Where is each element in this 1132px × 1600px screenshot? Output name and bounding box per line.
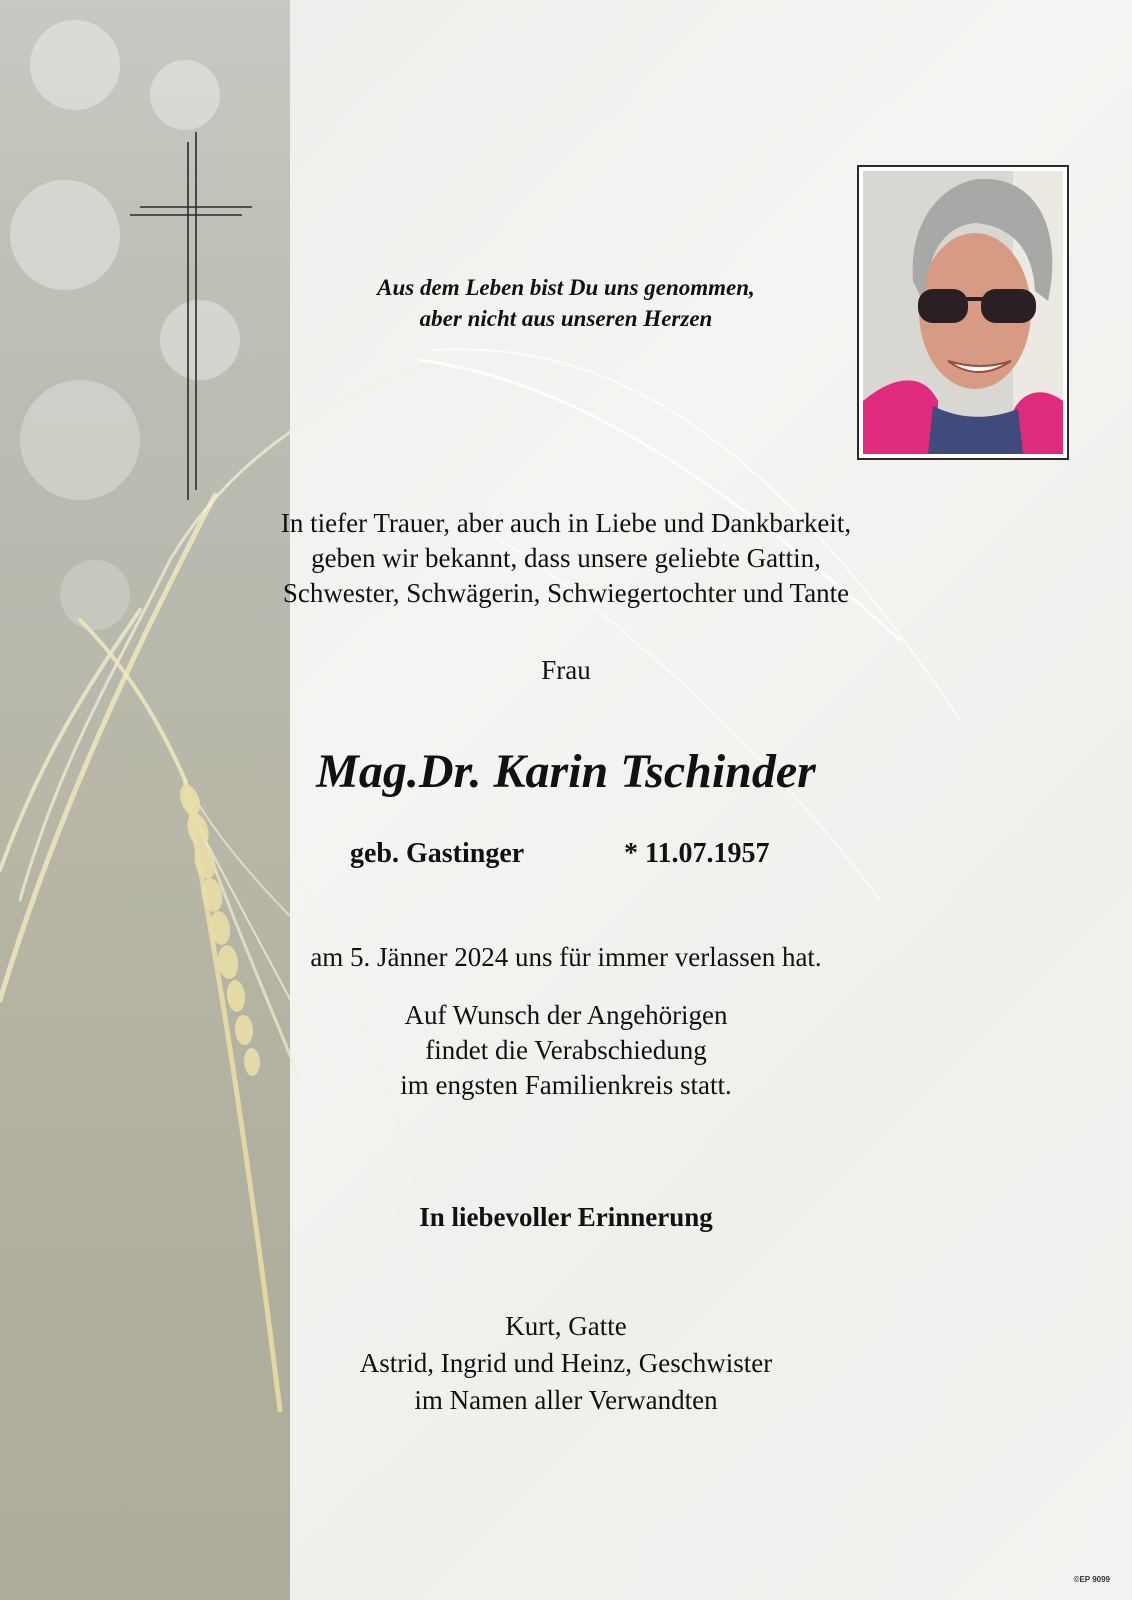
birth-name: geb. Gastinger [350, 838, 525, 869]
motto-line: Aus dem Leben bist Du uns genommen, [377, 275, 755, 300]
mourner-line: Kurt, Gatte [505, 1311, 627, 1341]
passing-date-text: am 5. Jänner 2024 uns für immer verlassen hat. [310, 942, 822, 972]
notice-line: Auf Wunsch der Angehörigen [404, 1000, 728, 1030]
motto-line: aber nicht aus unseren Herzen [419, 306, 713, 331]
mourner-line: Astrid, Ingrid und Heinz, Geschwister [359, 1348, 773, 1378]
notice-line: findet die Verabschiedung [425, 1035, 707, 1065]
deceased-name: Mag.Dr. Karin Tschinder [316, 745, 816, 798]
funeral-notice [0, 998, 1132, 1103]
memory-heading: In liebevoller Erinnerung [419, 1202, 713, 1232]
publisher-watermark: ©EP 9099 [1073, 1575, 1110, 1584]
motto [0, 272, 1132, 334]
intro-line: In tiefer Trauer, aber auch in Liebe und Dankbarkeit, [280, 508, 852, 538]
mourners-list [0, 1308, 1132, 1419]
intro-line: Schwester, Schwägerin, Schwiegertochter und Tante [282, 578, 850, 608]
intro-line: geben wir bekannt, dass unsere geliebte Gattin, [311, 543, 821, 573]
intro-text [0, 506, 1132, 611]
salutation: Frau [541, 655, 591, 685]
birth-date: * 11.07.1957 [624, 838, 770, 869]
mourner-line: im Namen aller Verwandten [414, 1385, 718, 1415]
notice-line: im engsten Familienkreis statt. [400, 1070, 732, 1100]
